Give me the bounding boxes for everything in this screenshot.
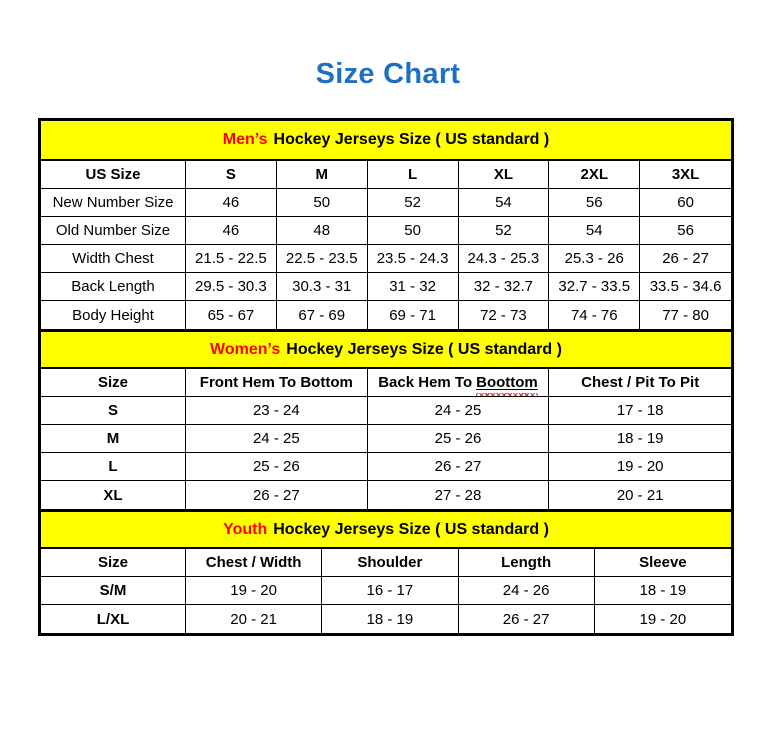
column-header-cell: S	[186, 161, 277, 189]
data-cell: 69 - 71	[368, 301, 459, 329]
mens-header-row	[41, 161, 731, 189]
column-header-cell: Chest / Pit To Pit	[549, 369, 731, 397]
column-header-cell: Size	[41, 549, 186, 577]
data-cell: 60	[640, 189, 731, 217]
data-cell: 22.5 - 23.5	[277, 245, 368, 273]
data-cell: 25 - 26	[186, 453, 368, 481]
data-cell: 74 - 76	[549, 301, 640, 329]
womens-header-row	[41, 369, 731, 397]
womens-section-band	[41, 329, 731, 369]
data-cell: 16 - 17	[322, 577, 458, 605]
data-cell: 30.3 - 31	[277, 273, 368, 301]
column-header-cell: Chest / Width	[186, 549, 322, 577]
row-label-cell: Back Length	[41, 273, 186, 301]
data-cell: 17 - 18	[549, 397, 731, 425]
youth-table-row	[41, 577, 731, 605]
data-cell: 56	[549, 189, 640, 217]
column-header-cell: Sleeve	[595, 549, 731, 577]
row-label-cell: S/M	[41, 577, 186, 605]
data-cell: 52	[368, 189, 459, 217]
row-label-cell: Old Number Size	[41, 217, 186, 245]
misspelled-word: Boottom	[476, 374, 538, 391]
row-label-cell: XL	[41, 481, 186, 509]
data-cell: 25 - 26	[368, 425, 550, 453]
mens-table-row	[41, 245, 731, 273]
data-cell: 31 - 32	[368, 273, 459, 301]
data-cell: 72 - 73	[459, 301, 550, 329]
mens-section-band	[41, 121, 731, 161]
data-cell: 26 - 27	[459, 605, 595, 633]
row-label-cell: Width Chest	[41, 245, 186, 273]
column-header-cell: 3XL	[640, 161, 731, 189]
mens-table-row	[41, 217, 731, 245]
column-header-cell: L	[368, 161, 459, 189]
youth-band-text: Hockey Jerseys Size ( US standard )	[273, 520, 549, 538]
mens-band-highlight: Men’s	[222, 131, 268, 148]
data-cell: 50	[277, 189, 368, 217]
youth-table-row	[41, 605, 731, 633]
data-cell: 65 - 67	[186, 301, 277, 329]
mens-table-row	[41, 273, 731, 301]
data-cell: 29.5 - 30.3	[186, 273, 277, 301]
row-label-cell: Body Height	[41, 301, 186, 329]
data-cell: 23.5 - 24.3	[368, 245, 459, 273]
womens-table-row	[41, 481, 731, 509]
data-cell: 26 - 27	[186, 481, 368, 509]
mens-table-row	[41, 301, 731, 329]
column-header-back-hem	[368, 369, 550, 397]
column-header-cell: US Size	[41, 161, 186, 189]
data-cell: 26 - 27	[640, 245, 731, 273]
data-cell: 19 - 20	[549, 453, 731, 481]
mens-table-row	[41, 189, 731, 217]
page-title: Size Chart	[315, 58, 461, 90]
data-cell: 18 - 19	[549, 425, 731, 453]
column-header-cell: Length	[459, 549, 595, 577]
data-cell: 50	[368, 217, 459, 245]
data-cell: 33.5 - 34.6	[640, 273, 731, 301]
data-cell: 19 - 20	[639, 610, 687, 628]
womens-table-row	[41, 453, 731, 481]
data-cell: 52	[459, 217, 550, 245]
column-header-cell: Front Hem To Bottom	[186, 369, 368, 397]
data-cell: 77 - 80	[662, 306, 709, 324]
womens-band-highlight: Women’s	[210, 340, 281, 358]
data-cell: 24 - 25	[368, 397, 550, 425]
data-cell: 20 - 21	[616, 486, 664, 504]
data-cell: 48	[277, 217, 368, 245]
youth-header-row	[41, 549, 731, 577]
data-cell: 24.3 - 25.3	[459, 245, 550, 273]
column-header-cell: M	[277, 161, 368, 189]
row-label-cell: M	[41, 425, 186, 453]
data-cell: 46	[186, 217, 277, 245]
column-header-cell: Shoulder	[322, 549, 458, 577]
data-cell: 26 - 27	[368, 453, 550, 481]
data-cell: 54	[549, 217, 640, 245]
data-cell: 32 - 32.7	[459, 273, 550, 301]
data-cell: 18 - 19	[322, 605, 458, 633]
column-header-cell: Size	[41, 369, 186, 397]
column-header-text: Back Hem To	[378, 374, 473, 391]
data-cell: 21.5 - 22.5	[186, 245, 277, 273]
womens-band-text: Hockey Jerseys Size ( US standard )	[286, 340, 562, 358]
data-cell: 56	[640, 217, 731, 245]
youth-section-band	[41, 509, 731, 549]
data-cell: 23 - 24	[186, 397, 368, 425]
row-label-cell: S	[41, 397, 186, 425]
womens-table-row	[41, 397, 731, 425]
data-cell: 46	[186, 189, 277, 217]
mens-band-text: Hockey Jerseys Size ( US standard )	[273, 131, 550, 148]
data-cell: 24 - 26	[459, 577, 595, 605]
data-cell: 19 - 20	[186, 577, 322, 605]
data-cell: 67 - 69	[277, 301, 368, 329]
youth-band-highlight: Youth	[223, 520, 268, 538]
womens-table-row	[41, 425, 731, 453]
data-cell: 20 - 21	[186, 605, 322, 633]
data-cell: 27 - 28	[368, 481, 550, 509]
column-header-cell: XL	[459, 161, 550, 189]
size-chart-table	[38, 118, 734, 636]
data-cell: 32.7 - 33.5	[549, 273, 640, 301]
data-cell: 24 - 25	[186, 425, 368, 453]
data-cell: 18 - 19	[595, 577, 731, 605]
data-cell: 25.3 - 26	[549, 245, 640, 273]
row-label-cell: L/XL	[41, 605, 186, 633]
data-cell: 54	[459, 189, 550, 217]
row-label-cell: New Number Size	[41, 189, 186, 217]
row-label-cell: L	[41, 453, 186, 481]
column-header-cell: 2XL	[549, 161, 640, 189]
